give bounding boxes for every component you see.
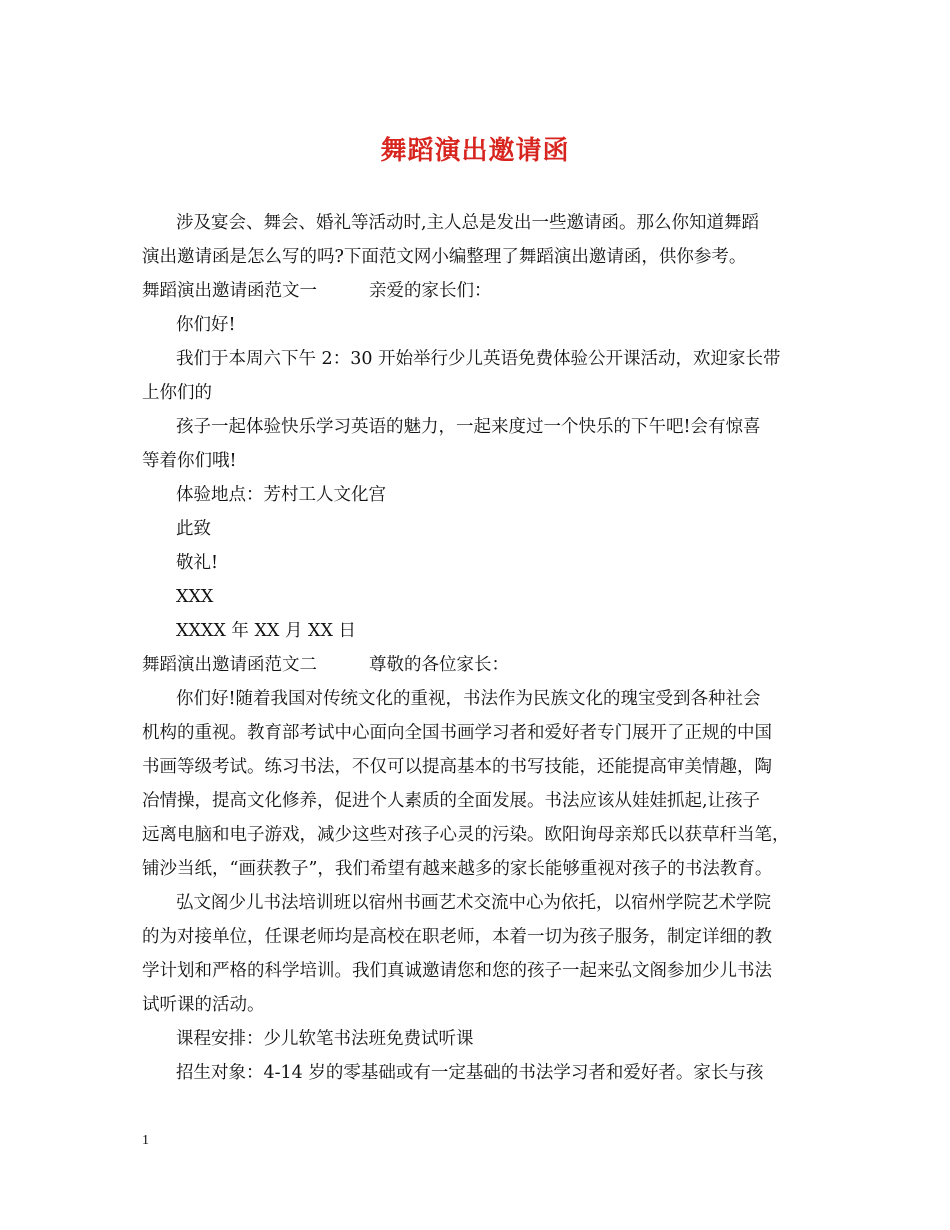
location-line: 体验地点：芳村工人文化宫 bbox=[176, 485, 386, 505]
paragraph-line: 上你们的 bbox=[142, 383, 212, 403]
closing-line: 敬礼! bbox=[176, 553, 219, 573]
paragraph-line: 弘文阁少儿书法培训班以宿州书画艺术交流中心为依托，以宿州学院艺术学院 bbox=[176, 893, 771, 913]
paragraph-line: 试听课的活动。 bbox=[142, 995, 265, 1015]
page-number: 1 bbox=[142, 1133, 149, 1148]
paragraph-line: 学计划和严格的科学培训。我们真诚邀请您和您的孩子一起来弘文阁参加少儿书法 bbox=[142, 961, 772, 981]
intro-line: 涉及宴会、舞会、婚礼等活动时,主人总是发出一些邀请函。那么你知道舞蹈 bbox=[176, 213, 760, 233]
paragraph-line: 远离电脑和电子游戏，减少这些对孩子心灵的污染。欧阳询母亲郑氏以获草秆当笔， bbox=[142, 825, 790, 845]
sample2-salutation: 尊敬的各位家长： bbox=[369, 655, 509, 675]
course-line: 课程安排：少儿软笔书法班免费试听课 bbox=[176, 1029, 474, 1049]
sample1-salutation: 亲爱的家长们： bbox=[369, 281, 492, 301]
sample1-greeting: 你们好! bbox=[176, 315, 236, 335]
paragraph-line: 你们好!随着我国对传统文化的重视，书法作为民族文化的瑰宝受到各种社会 bbox=[176, 689, 761, 709]
closing-line: 此致 bbox=[176, 519, 211, 539]
paragraph-line: 机构的重视。教育部考试中心面向全国书画学习者和爱好者专门展开了正规的中国 bbox=[142, 723, 772, 743]
paragraph-line: 的为对接单位，任课老师均是高校在职老师，本着一切为孩子服务，制定详细的教 bbox=[142, 927, 772, 947]
paragraph-line: 书画等级考试。练习书法，不仅可以提高基本的书写技能，还能提高审美情趣，陶 bbox=[142, 757, 772, 777]
sample1-heading: 舞蹈演出邀请函范文一 bbox=[142, 281, 317, 301]
signature-line: XXX bbox=[176, 587, 214, 607]
paragraph-line: 铺沙当纸，“画获教子”，我们希望有越来越多的家长能够重视对孩子的书法教育。 bbox=[142, 859, 773, 879]
intro-line: 演出邀请函是怎么写的吗?下面范文网小编整理了舞蹈演出邀请函，供你参考。 bbox=[142, 247, 747, 267]
paragraph-line: 冶情操，提高文化修养，促进个人素质的全面发展。书法应该从娃娃抓起,让孩子 bbox=[142, 791, 761, 811]
sample2-heading: 舞蹈演出邀请函范文二 bbox=[142, 655, 317, 675]
document-title: 舞蹈演出邀请函 bbox=[380, 136, 570, 166]
sample1-heading-line bbox=[142, 274, 822, 308]
document-body bbox=[142, 206, 822, 1090]
paragraph-line: 我们于本周六下午 2：30 开始举行少儿英语免费体验公开课活动，欢迎家长带 bbox=[176, 349, 781, 369]
date-line: XXXX 年 XX 月 XX 日 bbox=[176, 621, 356, 641]
paragraph-line: 孩子一起体验快乐学习英语的魅力，一起来度过一个快乐的下午吧!会有惊喜 bbox=[176, 417, 761, 437]
sample2-heading-line bbox=[142, 648, 822, 682]
enrollment-line: 招生对象：4-14 岁的零基础或有一定基础的书法学习者和爱好者。家长与孩 bbox=[176, 1063, 764, 1083]
paragraph-line: 等着你们哦! bbox=[142, 451, 237, 471]
